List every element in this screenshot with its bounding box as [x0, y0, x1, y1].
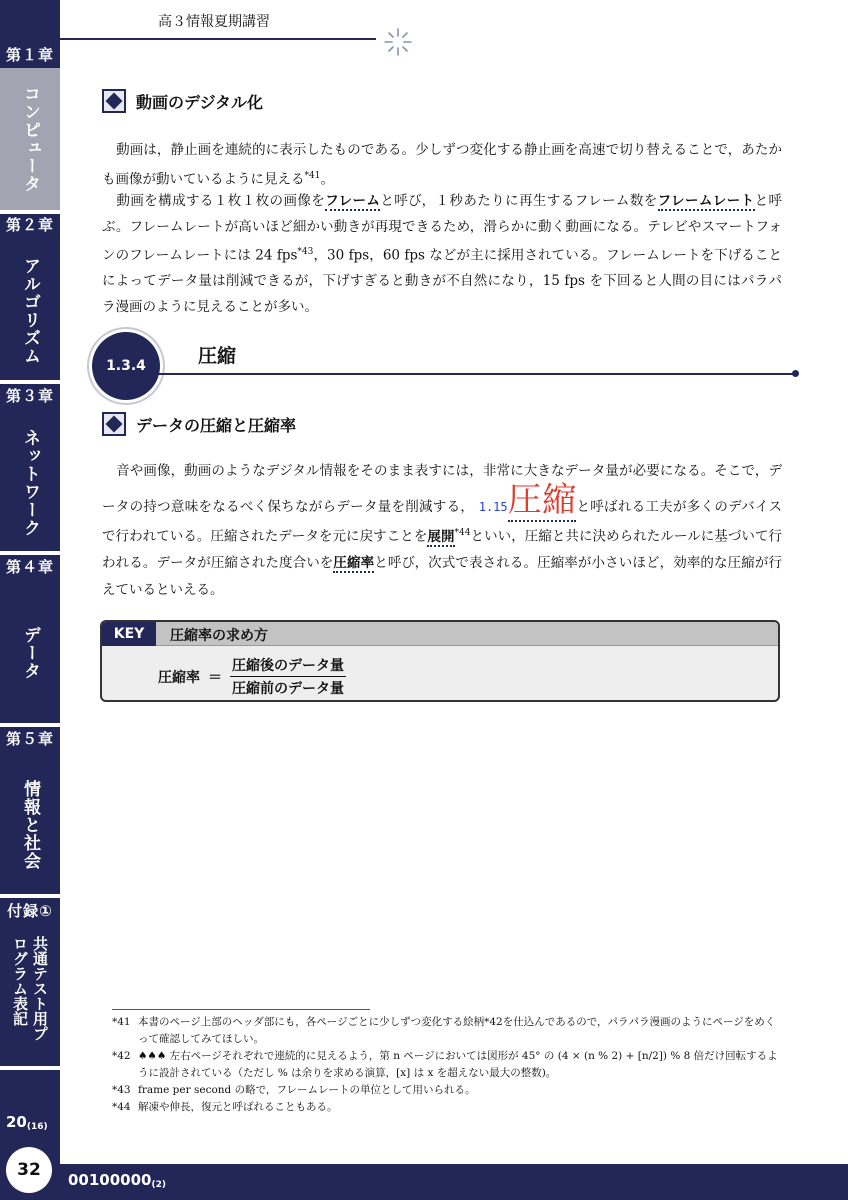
page-range-sub: (16)	[26, 1122, 48, 1132]
subsection-rule	[150, 373, 796, 375]
subsection-title: 圧縮	[198, 345, 237, 367]
footer-band	[60, 1164, 848, 1200]
term-frame: フレーム	[325, 193, 381, 209]
diamond-icon	[102, 412, 126, 436]
footnote-42	[112, 1048, 784, 1082]
text-run: 動画を構成する１枚１枚の画像を	[116, 193, 326, 209]
page-range-label	[6, 1113, 48, 1132]
sidebar-chapter-2-label[interactable]: 第２章	[0, 214, 60, 236]
sidebar-chapter-4-label[interactable]: 第４章	[0, 556, 60, 578]
footnote-mark: *44	[112, 1101, 131, 1113]
sidebar-chapter-4-name[interactable]	[0, 588, 60, 718]
text-run: 。	[320, 171, 334, 188]
sidebar-chapter-1-text: コンピュータ	[20, 85, 40, 193]
sidebar-appendix-name-line1: 共通テスト用	[31, 936, 49, 1026]
sidebar-chapter-1-name[interactable]	[0, 68, 60, 210]
sidebar-chapter-1-label[interactable]: 第１章	[0, 44, 60, 66]
footnote-41	[112, 1014, 784, 1048]
sidebar-chapter-5-label[interactable]: 第５章	[0, 728, 60, 750]
text-run: ，30 fps，60 fps などが主に採用されている。フレームレートを下げることによってデータ量は削減できるが，下げすぎると動きが不自然になり，15 fps を下回ると人間の目にはパラパラ漫画のように見えることが多い。	[102, 247, 782, 315]
section-title: 動画のデジタル化	[136, 92, 264, 112]
formula-denominator: 圧縮前のデータ量	[232, 681, 344, 697]
sidebar-divider	[0, 551, 60, 555]
key-label: KEY	[102, 622, 156, 646]
key-formula-box	[100, 620, 780, 702]
sidebar-divider	[0, 894, 60, 898]
sidebar-chapter-2-name[interactable]	[0, 246, 60, 376]
footnote-ref-44[interactable]: *44	[454, 528, 471, 538]
diamond-icon	[102, 89, 126, 113]
flipbook-spinner-icon	[382, 26, 414, 58]
text-run: と呼ぶ。フレームレートが高いほど細かい動きが再現できるため，滑らかに動く動画になる。テレビやスマートフォンのフレームレートには 24 fps	[102, 193, 782, 264]
sidebar-appendix-label[interactable]: 付録①	[0, 900, 60, 922]
sidebar-appendix-name[interactable]	[0, 936, 60, 1054]
footnote-text: 本書のページ上部のヘッダ部にも，各ページごとに少しずつ変化する絵柄*42を仕込んであるので，パラパラ漫画のようにページをめくって確認してみてほしい。	[138, 1016, 776, 1045]
sidebar-chapter-3-name[interactable]	[0, 418, 60, 548]
footnote-ref-41[interactable]: *41	[304, 170, 321, 181]
text-run: と呼ばれる工夫が多くのデバイスで行われている。圧縮されたデータを元に戻すことを	[102, 498, 783, 545]
binary-page-number	[68, 1171, 166, 1190]
footnote-ref-43[interactable]: *43	[297, 247, 314, 258]
footnote-mark: *43	[112, 1084, 131, 1096]
page-range-value: 20	[6, 1113, 27, 1131]
sidebar-chapter-3-label[interactable]: 第３章	[0, 385, 60, 407]
text-run: 音や画像，動画のようなデジタル情報をそのまま表すには，非常に大きなデータ量が必要になる。そこで，データの持つ意味をなるべく保ちながらデータ量を削減する，	[102, 463, 782, 515]
footnote-44	[112, 1099, 784, 1116]
sidebar-divider	[0, 1066, 60, 1070]
key-title: 圧縮率の求め方	[170, 628, 268, 644]
cross-reference-link[interactable]: 1.15	[478, 499, 508, 514]
sidebar-chapter-5-name[interactable]	[0, 760, 60, 890]
section-heading-compression-ratio	[102, 412, 296, 436]
term-frame-rate: フレームレート	[657, 193, 755, 209]
sidebar-chapter-4-text: データ	[20, 626, 40, 680]
footnote-text: 解凍や伸長，復元と呼ばれることもある。	[138, 1101, 338, 1113]
footnote-rule	[112, 1009, 370, 1010]
section-title: データの圧縮と圧縮率	[136, 415, 297, 435]
sidebar-chapter-5-text: 情報と社会	[20, 780, 40, 870]
footnotes	[112, 1014, 784, 1116]
header-rule	[60, 38, 376, 40]
page-number-badge: 32	[6, 1147, 52, 1193]
text-run: と呼び，１秒あたりに再生するフレーム数を	[380, 193, 658, 209]
formula-lhs: 圧縮率	[158, 669, 200, 686]
compression-ratio-formula	[158, 655, 346, 698]
sidebar-divider	[0, 723, 60, 727]
footnote-mark: *42	[112, 1050, 131, 1062]
footnote-text: ♠♠♠ 左右ページそれぞれで連続的に見えるよう，第 n ページにおいては図形が 45° の (4 × (n % 2) + [n/2]) % 8 倍だけ回転するように設計されている（ただし % は余りを求める演算，[x] は x を超えない最大の整数)。	[138, 1050, 778, 1079]
formula-equals: ＝	[208, 669, 222, 686]
binary-page-value: 00100000	[68, 1171, 152, 1189]
term-compression-ratio: 圧縮率	[333, 555, 375, 571]
subsection-rule-end	[792, 370, 799, 377]
section-heading-video-digitization	[102, 89, 263, 113]
text-run: といい，圧縮と共に決められたルールに基づいて行われる。データが圧縮された度合いを	[102, 528, 783, 571]
text-run: 動画は，静止画を連続的に表示したものである。少しずつ変化する静止画を高速で切り替えることで，あたかも画像が動いているように見える	[102, 142, 782, 188]
footnote-mark: *41	[112, 1016, 131, 1028]
sidebar-chapter-3-text: ネットワーク	[20, 429, 40, 537]
paragraph-compression	[102, 458, 782, 603]
term-compression-highlight: 圧縮	[507, 479, 577, 520]
footnote-43	[112, 1082, 784, 1099]
text-run: と呼び，次式で表される。圧縮率が小さいほど，効率的な圧縮が行えているといえる。	[102, 555, 782, 598]
formula-numerator: 圧縮後のデータ量	[230, 655, 346, 677]
sidebar-chapter-2-text: アルゴリズム	[20, 257, 40, 365]
term-expansion: 展開	[427, 528, 455, 545]
footnote-text: frame per second の略で，フレームレートの単位として用いられる。	[138, 1084, 476, 1096]
sidebar-appendix-name-line2: プログラム表記	[11, 936, 49, 1041]
paragraph-video-2	[102, 189, 782, 320]
sidebar-divider	[0, 380, 60, 384]
running-header-title: 高３情報夏期講習	[158, 14, 270, 30]
binary-page-base: (2)	[151, 1180, 166, 1190]
paragraph-video-1	[102, 138, 782, 193]
formula-fraction	[230, 655, 346, 698]
subsection-number-badge: 1.3.4	[92, 332, 160, 400]
